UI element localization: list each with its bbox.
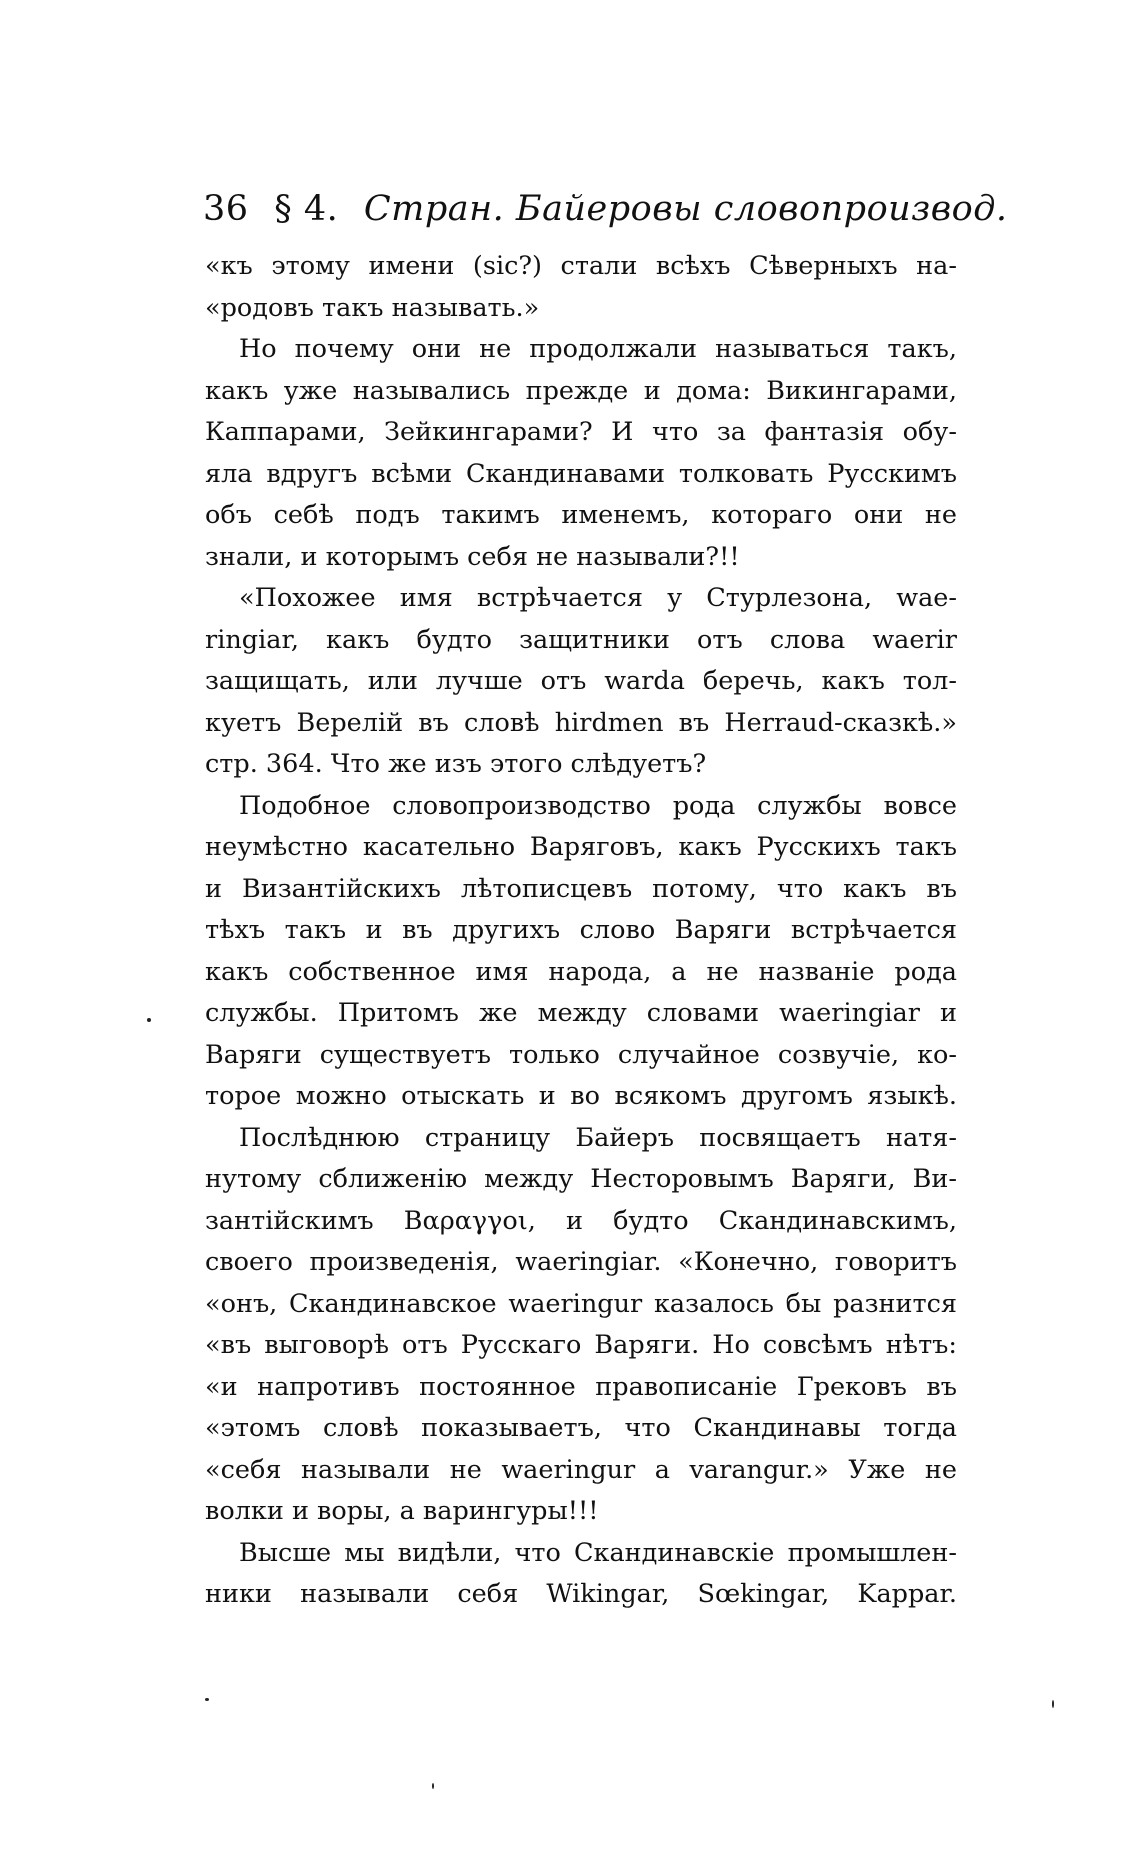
section-mark: § 4. bbox=[274, 189, 339, 229]
text-line: торое можно отыскать и во всякомъ другомъ языкѣ. bbox=[205, 1081, 957, 1111]
text-line: зантійскимъ Βαραγγοι, и будто Скандинавскимъ, bbox=[205, 1205, 957, 1236]
text-line: нутому сближенію между Несторовымъ Варяги, Ви- bbox=[205, 1164, 957, 1194]
ink-speck bbox=[205, 1698, 209, 1701]
paragraph-start-line: Послѣднюю страницу Байеръ посвящаетъ натя- bbox=[239, 1122, 957, 1153]
text-line: тѣхъ такъ и въ другихъ слово Варяги встрѣчается bbox=[205, 915, 957, 945]
text-line: «и напротивъ постоянное правописаніе Грековъ въ bbox=[205, 1371, 957, 1402]
paragraph-start-line: Высше мы видѣли, что Скандинавскіе промышлен- bbox=[239, 1537, 957, 1568]
text-line: Варяги существуетъ только случайное созвучіе, ко- bbox=[205, 1039, 957, 1070]
text-line: «въ выговорѣ отъ Русскаго Варяги. Но совсѣмъ нѣтъ: bbox=[205, 1330, 957, 1360]
text-line: куетъ Верелій въ словѣ hirdmen въ Herraud-сказкѣ.» bbox=[205, 707, 957, 738]
text-line: волки и воры, а варингуры!!! bbox=[205, 1496, 599, 1526]
running-title: Стран. Байеровы словопроизвод. bbox=[363, 189, 1008, 229]
text-line: какъ уже назывались прежде и дома: Викингарами, bbox=[205, 375, 957, 406]
text-line: ники называли себя Wikingar, Sœkingar, Kappar. bbox=[205, 1579, 957, 1609]
paragraph-start-line: Подобное словопроизводство рода службы вовсе bbox=[239, 790, 957, 821]
page-number: 36 bbox=[203, 189, 249, 229]
text-line: какъ собственное имя народа, а не названіе рода bbox=[205, 956, 957, 987]
text-line: стр. 364. Что же изъ этого слѣдуетъ? bbox=[205, 749, 707, 779]
ink-speck bbox=[432, 1783, 434, 1789]
text-line: знали, и которымъ себя не называли?!! bbox=[205, 541, 740, 572]
text-line: защищать, или лучше отъ warda беречь, какъ тол- bbox=[205, 666, 957, 696]
text-line: яла вдругъ всѣми Скандинавами толковать Русскимъ bbox=[205, 458, 957, 489]
ink-speck bbox=[147, 1018, 151, 1022]
text-line: объ себѣ подъ такимъ именемъ, котораго они не bbox=[205, 500, 957, 530]
text-line: «къ этому имени (sic?) стали всѣхъ Сѣверныхъ на- bbox=[205, 251, 957, 281]
running-header bbox=[203, 185, 1008, 233]
text-line: «себя называли не waeringur а varangur.» Уже не bbox=[205, 1454, 957, 1485]
text-line: службы. Притомъ же между словами waeringiar и bbox=[205, 998, 957, 1028]
ink-speck bbox=[1052, 1700, 1054, 1708]
paragraph-start-line: «Похожее имя встрѣчается у Стурлезона, wae- bbox=[239, 583, 957, 613]
paragraph-start-line: Но почему они не продолжали называться такъ, bbox=[239, 334, 957, 364]
text-line: Каппарами, Зейкингарами? И что за фантазія обу- bbox=[205, 417, 957, 447]
body-text bbox=[205, 246, 957, 1616]
text-line: «этомъ словѣ показываетъ, что Скандинавы тогда bbox=[205, 1413, 957, 1443]
text-line: «онъ, Скандинавское waeringur казалось бы разнится bbox=[205, 1288, 957, 1319]
text-line: ringiar, какъ будто защитники отъ слова waerir bbox=[205, 624, 957, 655]
text-line: «родовъ такъ называть.» bbox=[205, 292, 540, 323]
text-line: своего произведенія, waeringiar. «Конечно, говоритъ bbox=[205, 1247, 957, 1277]
text-line: и Византійскихъ лѣтописцевъ потому, что какъ въ bbox=[205, 873, 957, 904]
text-line: неумѣстно касательно Варяговъ, какъ Русскихъ такъ bbox=[205, 832, 957, 862]
